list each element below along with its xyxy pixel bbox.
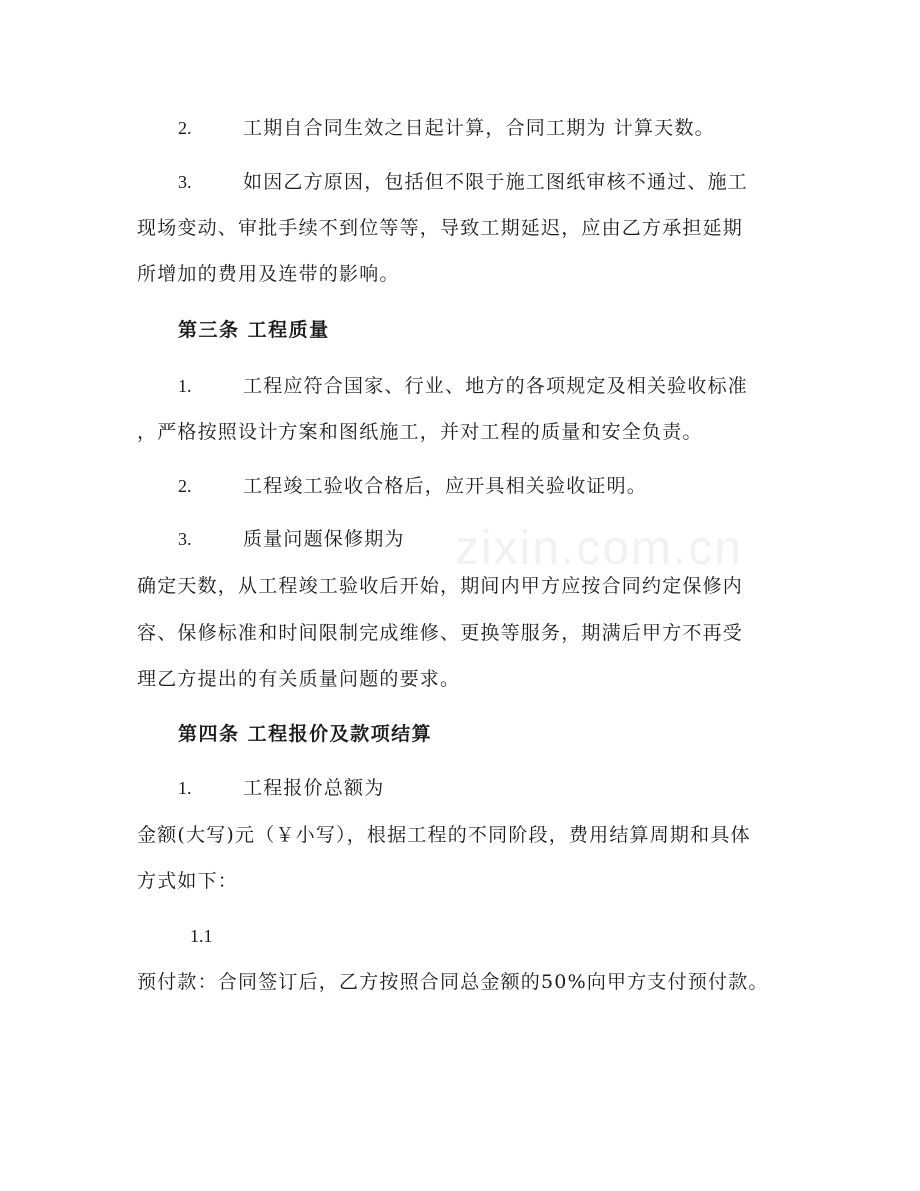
paragraph-line: 如因乙方原因，包括但不限于施工图纸审核不通过、施工 bbox=[243, 171, 749, 193]
paragraph-line: 工程竣工验收合格后，应开具相关验收证明。 bbox=[243, 475, 648, 497]
paragraph-line: 理乙方提出的有关质量问题的要求。 bbox=[137, 668, 461, 690]
paragraph-line: 质量问题保修期为 bbox=[243, 528, 405, 550]
item-number: 1. bbox=[178, 376, 192, 396]
paragraph-line: 工程报价总额为 bbox=[243, 777, 385, 799]
item-number: 3. bbox=[178, 529, 192, 549]
item-number: 2. bbox=[178, 476, 192, 496]
item-number: 3. bbox=[178, 172, 192, 192]
paragraph-line: ，严格按照设计方案和图纸施工，并对工程的质量和安全负责。 bbox=[137, 421, 703, 443]
paragraph-line: 工期自合同生效之日起计算，合同工期为 计算天数。 bbox=[243, 117, 715, 139]
paragraph-line: 所增加的费用及连带的影响。 bbox=[137, 263, 400, 285]
section-heading: 第四条 工程报价及款项结算 bbox=[178, 723, 433, 745]
item-number: 1.1 bbox=[190, 926, 213, 946]
paragraph-line: 预付款：合同签订后，乙方按照合同总金额的50%向甲方支付预付款。 bbox=[137, 971, 769, 993]
item-number: 2. bbox=[178, 118, 192, 138]
watermark: zixin.com.cn bbox=[455, 522, 744, 575]
paragraph-line: 工程应符合国家、行业、地方的各项规定及相关验收标准 bbox=[243, 375, 749, 397]
paragraph-line: 现场变动、审批手续不到位等等，导致工期延迟，应由乙方承担延期 bbox=[137, 217, 744, 239]
paragraph-line: 方式如下： bbox=[137, 870, 239, 892]
paragraph-line: 确定天数，从工程竣工验收后开始，期间内甲方应按合同约定保修内 bbox=[137, 575, 744, 597]
paragraph-line: 金额(大写)元（￥小写），根据工程的不同阶段，费用结算周期和具体 bbox=[137, 824, 751, 846]
paragraph-line: 容、保修标准和时间限制完成维修、更换等服务，期满后甲方不再受 bbox=[137, 622, 744, 644]
item-number: 1. bbox=[178, 778, 192, 798]
section-heading: 第三条 工程质量 bbox=[178, 319, 330, 341]
